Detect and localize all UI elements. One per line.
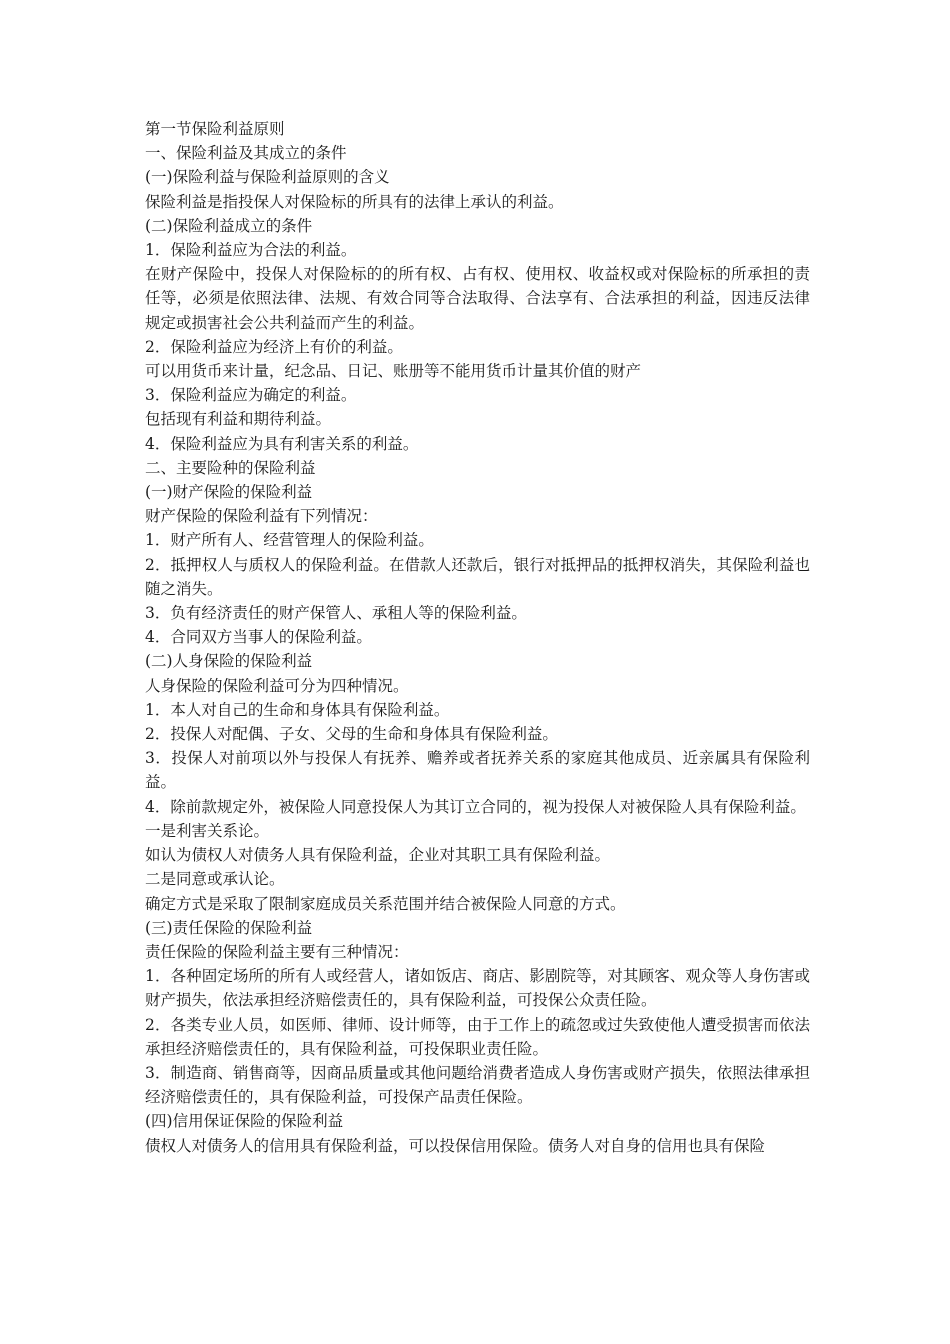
section-title: 第一节保险利益原则 — [145, 120, 285, 138]
heading-1: 一、保险利益及其成立的条件 — [145, 144, 347, 163]
list-item: 1．保险利益应为合法的利益。 — [145, 241, 357, 260]
subheading: (二)人身保险的保险利益 — [145, 652, 313, 671]
list-item: 2．投保人对配偶、子女、父母的生命和身体具有保险利益。 — [145, 725, 558, 744]
list-item: 3．投保人对前项以外与投保人有抚养、赡养或者抚养关系的家庭其他成员、近亲属具有保险利益。 — [145, 749, 810, 792]
paragraph: 债权人对债务人的信用具有保险利益，可以投保信用保险。债务人对自身的信用也具有保险 — [145, 1136, 766, 1155]
paragraph: 责任保险的保险利益主要有三种情况： — [145, 942, 409, 961]
list-item: 2．各类专业人员，如医师、律师、设计师等，由于工作上的疏忽或过失致使他人遭受损害而依法承担经济赔偿责任的，具有保险利益，可投保职业责任险。 — [145, 1015, 810, 1058]
subheading: (一)保险利益与保险利益原则的含义 — [145, 168, 390, 187]
list-item: 4．除前款规定外，被保险人同意投保人为其订立合同的，视为投保人对被保险人具有保险利益。 — [145, 797, 806, 816]
list-item: 4．合同双方当事人的保险利益。 — [145, 628, 372, 647]
list-item: 2．保险利益应为经济上有价的利益。 — [145, 337, 403, 356]
list-item: 3．负有经济责任的财产保管人、承租人等的保险利益。 — [145, 604, 527, 623]
subheading: (一)财产保险的保险利益 — [145, 483, 313, 502]
subheading: (二)保险利益成立的条件 — [145, 216, 313, 235]
paragraph: 二是同意或承认论。 — [145, 870, 285, 889]
list-item: 1．各种固定场所的所有人或经营人，诸如饭店、商店、影剧院等，对其顾客、观众等人身伤害或财产损失，依法承担经济赔偿责任的，具有保险利益，可投保公众责任险。 — [145, 967, 810, 1010]
paragraph: 人身保险的保险利益可分为四种情况。 — [145, 676, 409, 695]
paragraph: 保险利益是指投保人对保险标的所具有的法律上承认的利益。 — [145, 192, 564, 211]
list-item: 1．财产所有人、经营管理人的保险利益。 — [145, 531, 434, 550]
paragraph: 确定方式是采取了限制家庭成员关系范围并结合被保险人同意的方式。 — [145, 894, 626, 913]
paragraph: 如认为债权人对债务人具有保险利益，企业对其职工具有保险利益。 — [145, 846, 611, 865]
list-item: 2．抵押权人与质权人的保险利益。在借款人还款后，银行对抵押品的抵押权消失，其保险利益也随之消失。 — [145, 555, 810, 598]
paragraph: 在财产保险中，投保人对保险标的的所有权、占有权、使用权、收益权或对保险标的所承担的责任等，必须是依照法律、法规、有效合同等合法取得、合法享有、合法承担的利益，因违反法律规定或损害社会公共利益而产生的利益。 — [145, 265, 810, 332]
list-item: 1．本人对自己的生命和身体具有保险利益。 — [145, 700, 450, 719]
paragraph: 可以用货币来计量，纪念品、日记、账册等不能用货币计量其价值的财产 — [145, 362, 642, 381]
document-body — [145, 117, 810, 1158]
heading-2: 二、主要险种的保险利益 — [145, 458, 316, 477]
paragraph: 一是利害关系论。 — [145, 821, 270, 840]
list-item: 3．制造商、销售商等，因商品质量或其他问题给消费者造成人身伤害或财产损失，依照法律承担经济赔偿责任的，具有保险利益，可投保产品责任保险。 — [145, 1063, 810, 1107]
subheading: (三)责任保险的保险利益 — [145, 918, 313, 937]
paragraph: 财产保险的保险利益有下列情况： — [145, 507, 378, 526]
subheading: (四)信用保证保险的保险利益 — [145, 1112, 344, 1131]
list-item: 3．保险利益应为确定的利益。 — [145, 386, 357, 405]
list-item: 4．保险利益应为具有利害关系的利益。 — [145, 434, 419, 453]
paragraph: 包括现有利益和期待利益。 — [145, 410, 332, 429]
